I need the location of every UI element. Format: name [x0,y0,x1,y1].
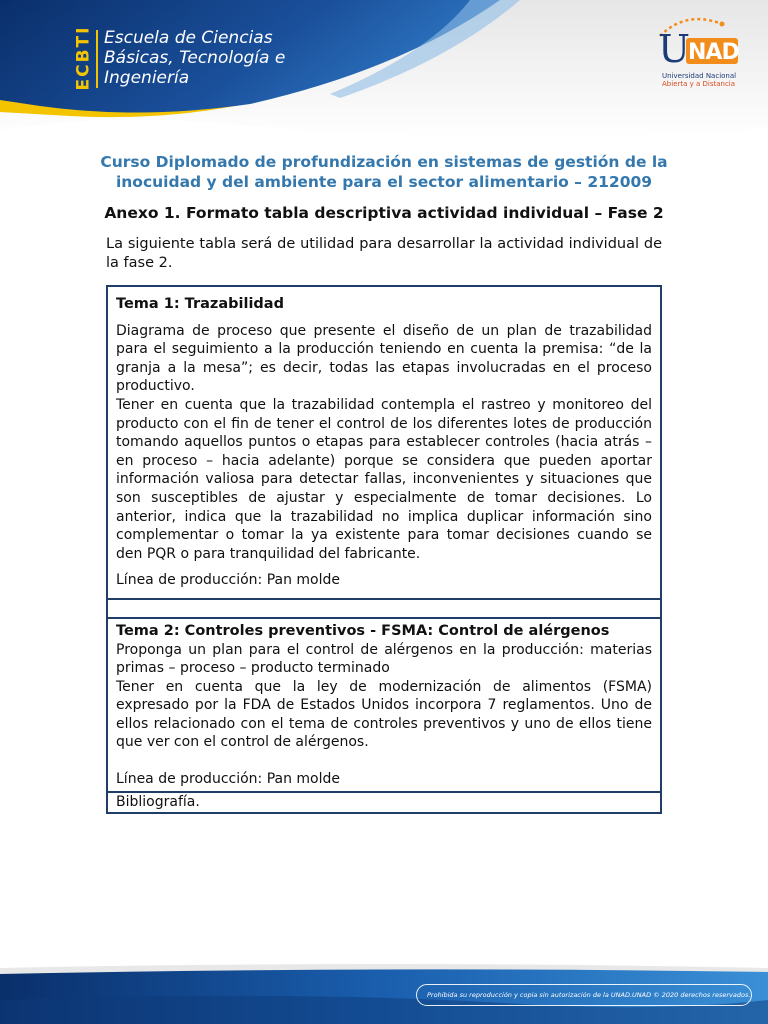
tema-1-paragraph: Diagrama de proceso que presente el diseño de un plan de trazabilidad para el seguimiento a la producción teniendo en cuenta la premisa: “de la granja a la mesa”; es decir, todas las etapas involucradas en el proceso productivo. [116,322,652,395]
tema-2-production-line: Línea de producción: Pan molde [116,771,341,788]
tema-1-paragraph: Tener en cuenta que la trazabilidad contempla el rastreo y monitoreo del producto con el fin de tener el control de los diferentes lotes de producción tomando aquellos puntos o etapas para establecer controles (hacia atrás – en proceso – hacia adelante) porque se considera que pueden aportar información valiosa para detectar fallas, inconvenientes y situaciones que son susceptibles de ajustar y especialmente de tomar decisiones. Lo anterior, indica que la trazabilidad no implica duplicar información sino complementar o tomar la ya existente para tomar decisiones cuando se den PQR o para tranquilidad del fabricante. [116,396,652,562]
logo-letter-u: U [658,27,691,71]
footer-notice-pill [416,984,752,1006]
tema-1-production-line: Línea de producción: Pan molde [116,572,341,589]
tema-1-heading: Tema 1: Trazabilidad [116,296,284,312]
school-name-line: Ingeniería [104,68,190,88]
footer-copyright: UNAD © 2020 derechos reservados. [632,991,751,999]
unad-logo [656,16,744,96]
table-cell-bibliography: Bibliografía. [116,793,200,810]
page-header [0,0,768,150]
intro-paragraph: La siguiente tabla será de utilidad para desarrollar la actividad individual de la fase 2. [106,236,662,271]
ecbti-divider [96,30,98,88]
page-footer [0,960,768,1024]
table-cell-tema-1 [108,287,660,600]
ecbti-label: ECBTI [73,25,93,91]
course-title-line: inocuidad y del ambiente para el sector alimentario – 212009 [115,173,653,191]
annex-title: Anexo 1. Formato tabla descriptiva actividad individual – Fase 2 [104,204,664,222]
logo-name-line: Abierta y a Distancia [662,80,736,88]
descriptive-table [106,285,662,814]
logo-name-line: Universidad Nacional [662,72,737,80]
logo-letters-nad: NAD [688,40,739,65]
school-name [104,28,285,88]
tema-2-heading: Tema 2: Controles preventivos - FSMA: Control de alérgenos [116,622,610,639]
table-cell-tema-2 [108,619,660,793]
school-name-line: Escuela de Ciencias [104,28,273,48]
footer-notice: Prohibida su reproducción y copia sin autorización de la UNAD. [427,991,633,999]
logo-university-name [662,72,748,88]
school-name-line: Básicas, Tecnología e [104,48,286,68]
table-cell-empty [108,600,660,619]
tema-2-paragraph: Proponga un plan para el control de alérgenos en la producción: materias primas – proceso – producto terminado [116,641,652,677]
course-title [100,152,668,192]
course-title-line: Curso Diplomado de profundización en sistemas de gestión de la [100,153,668,171]
tema-2-paragraph: Tener en cuenta que la ley de modernización de alimentos (FSMA) expresado por la FDA de Estados Unidos incorpora 7 reglamentos. Uno de ellos relacionado con el tema de controles preventivos y uno de ellos tiene que ver con el control de alérgenos. [116,678,652,751]
